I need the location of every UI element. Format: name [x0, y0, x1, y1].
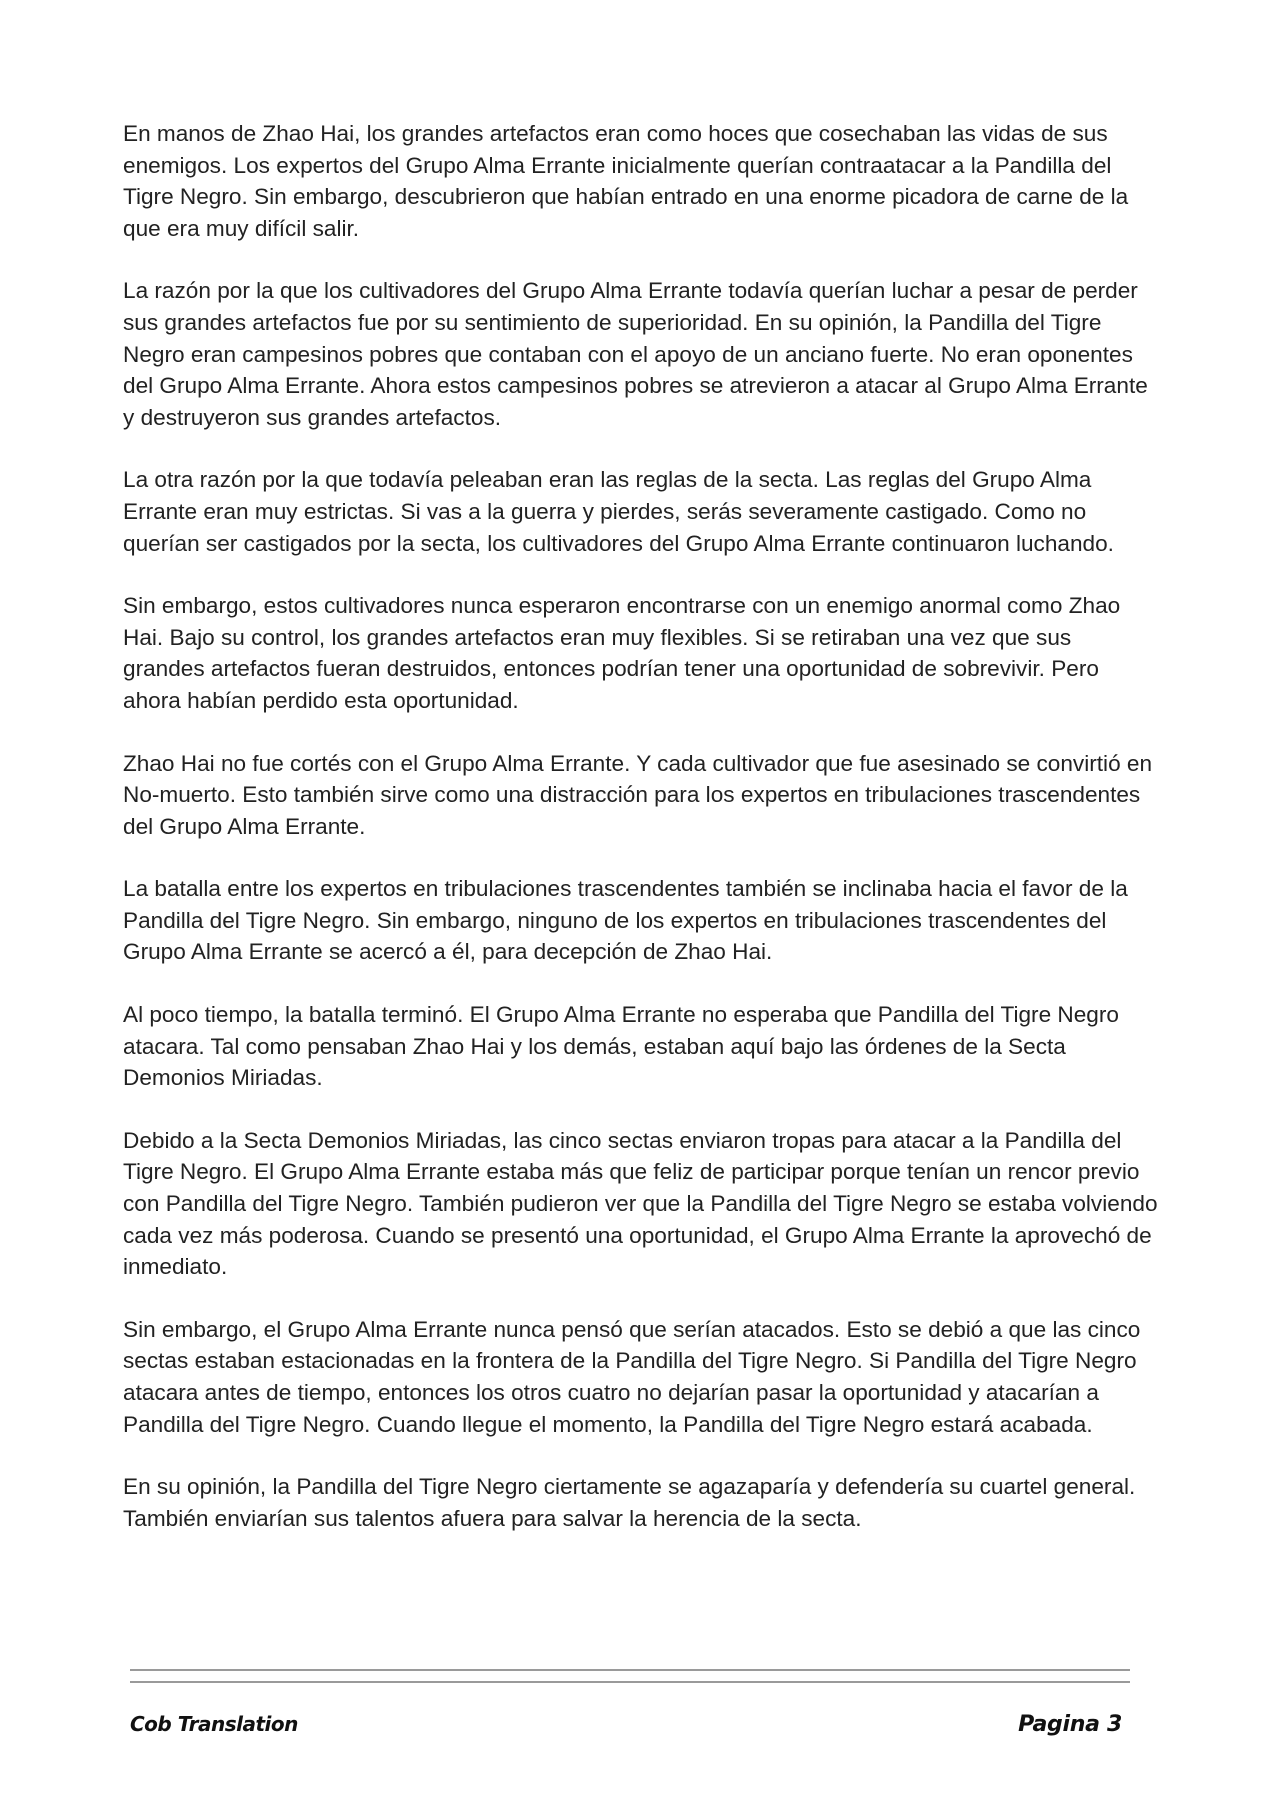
footer-divider-top: [130, 1669, 1130, 1671]
page-number: Pagina 3: [1018, 1712, 1122, 1737]
paragraph-1: En manos de Zhao Hai, los grandes artefactos eran como hoces que cosechaban las vidas de sus enemigos. Los expertos del Grupo Alma Errante inicialmente querían contraatacar a la Pandilla del Tigre Negro. Sin embargo, descubrieron que habían entrado en una enorme picadora de carne de la que era muy difícil salir.: [123, 121, 1129, 241]
paragraph-7: Al poco tiempo, la batalla terminó. El Grupo Alma Errante no esperaba que Pandilla del Tigre Negro atacara. Tal como pensaban Zhao Hai y los demás, estaban aquí bajo las órdenes de la Secta Demonios Miriadas.: [123, 1002, 1119, 1091]
paragraph-9: Sin embargo, el Grupo Alma Errante nunca pensó que serían atacados. Esto se debió a que las cinco sectas estaban estacionadas en la frontera de la Pandilla del Tigre Negro. Si Pandilla del Tigre Negro atacara antes de tiempo, entonces los otros cuatro no dejarían pasar la oportunidad y atacarían a Pandilla del Tigre Negro. Cuando llegue el momento, la Pandilla del Tigre Negro estará acabada.: [123, 1316, 1141, 1437]
paragraph-2: La razón por la que los cultivadores del Grupo Alma Errante todavía querían luchar a pesar de perder sus grandes artefactos fue por su sentimiento de superioridad. En su opinión, la Pandilla del Tigre Negro eran campesinos pobres que contaban con el apoyo de un anciano fuerte. No eran oponentes del Grupo Alma Errante. Ahora estos campesinos pobres se atrevieron a atacar al Grupo Alma Errante y destruyeron sus grandes artefactos.: [123, 278, 1148, 430]
footer-divider-bottom: [130, 1681, 1130, 1683]
footer-credit: Cob Translation: [130, 1712, 298, 1736]
paragraph-10: En su opinión, la Pandilla del Tigre Negro ciertamente se agazaparía y defendería su cuartel general. También enviarían sus talentos afuera para salvar la herencia de la secta.: [123, 1474, 1136, 1531]
paragraph-5: Zhao Hai no fue cortés con el Grupo Alma Errante. Y cada cultivador que fue asesinado se convirtió en No-muerto. Esto también sirve como una distracción para los expertos en tribulaciones trascendentes del Grupo Alma Errante.: [123, 750, 1153, 839]
body-text: [123, 118, 1158, 1565]
paragraph-3: La otra razón por la que todavía peleaban eran las reglas de la secta. Las reglas del Grupo Alma Errante eran muy estrictas. Si vas a la guerra y pierdes, serás severamente castigado. Como no querían ser castigados por la secta, los cultivadores del Grupo Alma Errante continuaron luchando.: [123, 467, 1114, 556]
paragraph-8: Debido a la Secta Demonios Miriadas, las cinco sectas enviaron tropas para atacar a la Pandilla del Tigre Negro. El Grupo Alma Errante estaba más que feliz de participar porque tenían un rencor previo con Pandilla del Tigre Negro. También pudieron ver que la Pandilla del Tigre Negro se estaba volviendo cada vez más poderosa. Cuando se presentó una oportunidad, el Grupo Alma Errante la aprovechó de inmediato.: [123, 1127, 1158, 1280]
paragraph-4: Sin embargo, estos cultivadores nunca esperaron encontrarse con un enemigo anormal como Zhao Hai. Bajo su control, los grandes artefactos eran muy flexibles. Si se retiraban una vez que sus grandes artefactos fueran destruidos, entonces podrían tener una oportunidad de sobrevivir. Pero ahora habían perdido esta oportunidad.: [123, 593, 1121, 713]
paragraph-6: La batalla entre los expertos en tribulaciones trascendentes también se inclinaba hacia el favor de la Pandilla del Tigre Negro. Sin embargo, ninguno de los expertos en tribulaciones trascendentes del Grupo Alma Errante se acercó a él, para decepción de Zhao Hai.: [123, 876, 1128, 965]
